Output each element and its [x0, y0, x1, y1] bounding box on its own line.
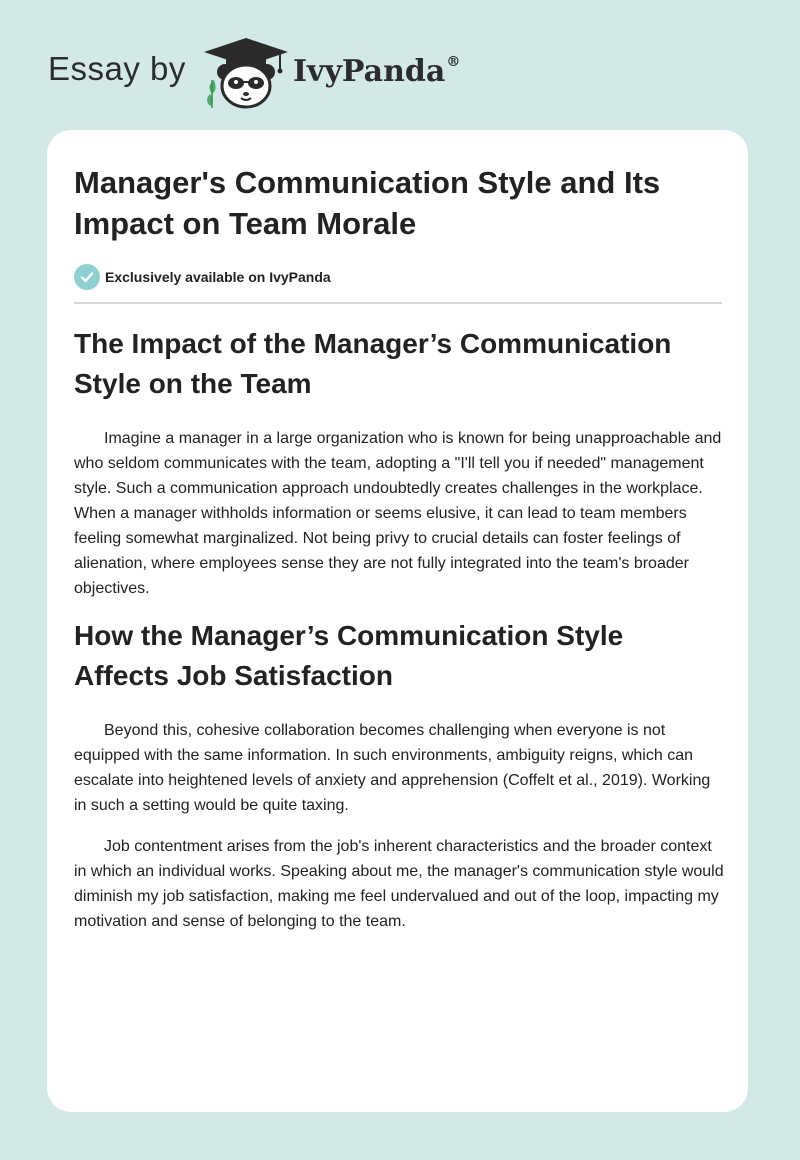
divider — [74, 302, 722, 304]
panda-logo-icon[interactable] — [200, 36, 292, 110]
paragraph: Beyond this, cohesive collaboration becomes challenging when everyone is not equipped with the same information. In such environments, ambiguity reigns, which can escalate into heightened levels of anxiety and apprehension (Coffelt et al., 2019). Working in such a setting would be quite taxing. — [74, 722, 711, 814]
essay-card — [47, 130, 748, 1112]
checkmark-icon — [74, 264, 100, 290]
exclusive-label: Exclusively available on IvyPanda — [105, 269, 331, 285]
registered-mark: ® — [446, 54, 461, 70]
essay-by-label: Essay by — [48, 50, 186, 87]
section-heading: How the Manager’s Communication Style Affects Job Satisfaction — [74, 620, 624, 691]
brand-text: IvyPanda — [293, 54, 446, 89]
section-heading: The Impact of the Manager’s Communication Style on the Team — [74, 328, 672, 399]
paragraph: Imagine a manager in a large organization who is known for being unapproachable and who seldom communicates with the team, adopting a "I'll tell you if needed" management style. Such a communication approach undoubtedly creates challenges in the workplace. When a manager withholds information or seems elusive, it can lead to team members feeling somewhat marginalized. Not being privy to crucial details can foster feelings of alienation, where employees sense they are not fully integrated into the team's broader objectives. — [74, 430, 722, 597]
page-title: Manager's Communication Style and Its Impact on Team Morale — [74, 165, 661, 241]
exclusive-badge — [74, 263, 331, 291]
site-header — [0, 0, 800, 130]
brand-name[interactable] — [293, 54, 460, 89]
paragraph: Job contentment arises from the job's inherent characteristics and the broader context in which an individual works. Speaking about me, the manager's communication style would diminish my job satisfaction, making me feel undervalued and out of the loop, impacting my motivation and sense of belonging to the team. — [74, 838, 724, 930]
